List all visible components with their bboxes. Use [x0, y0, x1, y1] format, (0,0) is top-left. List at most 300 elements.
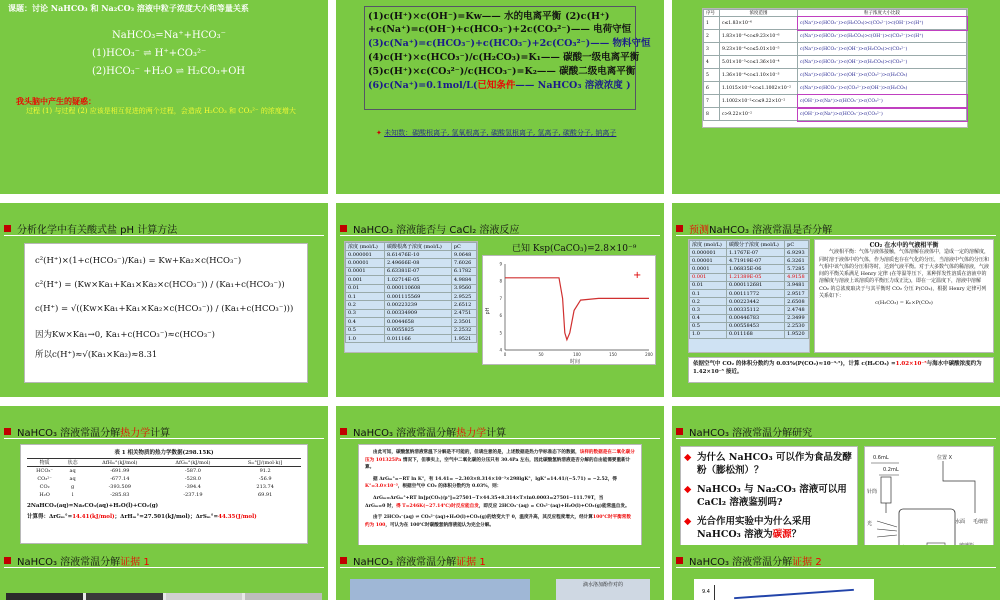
table-cell: 1.1002×10⁻²<c≤9.22×10⁻² [720, 95, 798, 108]
th-dg: ΔfGₘ°(kJ/mol) [175, 459, 211, 466]
header-red: 预测 [689, 224, 709, 236]
table-cell: 0.0001 [690, 265, 727, 273]
header-text: 分析化学中有关酸式盐 pH 计算方法 [17, 224, 178, 236]
equation-line-3: (3)c(Na⁺)=c(HCO₃⁻)+c(HCO₃⁻)+2c(CO₃²⁻)—— 物料守恒 [368, 38, 651, 49]
th-range: 浓度范围 [720, 10, 798, 17]
x-tick-label: 50 [538, 352, 544, 357]
header-square-icon [4, 557, 11, 564]
table-cell: 1.9520 [785, 330, 809, 338]
table-cell: 5.01×10⁻⁵<c≤1.36×10⁻⁴ [720, 56, 798, 69]
table-cell: aq [69, 476, 76, 482]
p2-b: K°=3.0×10⁻³ [365, 484, 398, 490]
question-2 [684, 483, 853, 509]
header-square-icon [676, 225, 683, 232]
eq6-a: (6)c(Na⁺)=0.1mol/L( [368, 80, 478, 91]
table-row [346, 318, 477, 326]
table-row [690, 306, 809, 314]
table-cell: 4.71919E-07 [726, 257, 784, 265]
table-cell: 1.0 [346, 334, 385, 342]
p1-a: 由此可知，碳酸氢钠溶液常温下分解是不可能的，但请注意的是，上述数据是热力学标准态下的数据， [373, 450, 580, 455]
table-cell: -528.0 [184, 476, 201, 482]
table-row [346, 301, 477, 309]
thermo-table-title: 表 1 相关物质的热力学数据(298.15K) [114, 450, 214, 456]
table-cell: 9.0648 [451, 251, 476, 259]
ph-chart-box [482, 255, 656, 365]
table-cell: 7.6026 [451, 259, 476, 267]
syringe-icon [881, 477, 891, 503]
bullet-icon: ✦ [376, 129, 382, 137]
header-text: NaHCO₃ 溶液常温是否分解 [709, 224, 833, 236]
header-divider [676, 438, 996, 439]
slide-header [340, 553, 486, 567]
table-cell: 0.000001 [690, 249, 727, 257]
table-cell: HCO₃⁻ [36, 468, 54, 474]
table-cell: 2 [704, 30, 720, 43]
para-2 [365, 476, 635, 491]
label-light: 光 [867, 521, 873, 527]
result-c: ；ΔrHₘ°=27.501(kJ/mol)；ΔrSₘ°= [114, 514, 219, 520]
photo-1 [6, 593, 83, 600]
table-cell: 0.00334909 [384, 309, 451, 317]
calc-value: 1.02×10⁻⁵ [895, 361, 927, 367]
header-red: 热力学 [456, 427, 487, 439]
formula-3: c(H⁺) = √((Kw×Ka₁+Ka₁×Ka₂×c(HCO₃⁻)) / (Ka₁+c(HCO₃⁻))) [35, 304, 294, 314]
table-cell: 91.2 [259, 468, 271, 474]
slide-2[interactable] [336, 0, 664, 194]
table-cell: 8.61476E-10 [384, 251, 451, 259]
result-a: 计算得：ΔrGₘ°= [27, 514, 73, 520]
label-water-surface: 水面 [955, 519, 966, 525]
result-ds: 44.35(J/mol) [218, 514, 257, 520]
table-cell: c(OH⁻)>c(Na⁺)>c(HCO₃⁻)>c(CO₃²⁻) [798, 108, 967, 121]
thermo-box [20, 444, 308, 544]
table-row [27, 467, 301, 476]
y-tick-label: 4 [499, 347, 502, 353]
red-plus-icon: + [633, 270, 642, 281]
table-cell: 0.00335112 [726, 306, 784, 314]
table-cell: 2.3501 [451, 318, 476, 326]
para-3: ΔrGₘ=ΔrGₘ°+RT ln[p(CO₂)/p°]=27501−T×44.35+8.314×T×ln0.0003=27501−111.79T，当 [373, 495, 604, 501]
photo-strip [6, 593, 322, 600]
header-square-icon [340, 557, 347, 564]
table-cell: 2.6508 [785, 298, 809, 306]
header-divider [340, 438, 660, 439]
table-cell: 4.9884 [451, 276, 476, 284]
table-cell: 1.9521 [451, 334, 476, 342]
table-row [704, 69, 967, 82]
p2-a: 据 ΔrGₘ°=−RT ln K°，有 14.41= −2.303×8.314×10⁻³×298lgK°，lgK°=14.41/(−5.71) = −2.52，得 [373, 476, 618, 482]
ph-chart [483, 256, 657, 366]
q3-b: 碳源 [772, 529, 792, 540]
table-row [704, 108, 967, 121]
h2co3-table [689, 240, 809, 339]
th-dh: ΔfHₘ°(kJ/mol) [102, 459, 138, 466]
header-prefix: NaHCO₃ 溶液常温分解 [689, 556, 793, 568]
p2-c: ，根据空气中 CO₂ 的体积分数约为 0.03%，则： [397, 484, 502, 490]
slide-header [340, 221, 519, 235]
table-row [27, 491, 301, 499]
table-row [346, 326, 477, 334]
result-dg: 14.41(kJ/mol) [72, 514, 115, 520]
slide-header [676, 424, 812, 438]
table-cell: 3.9560 [451, 284, 476, 292]
table-cell: 0.5 [690, 322, 727, 330]
para-4 [365, 503, 635, 511]
table-cell: -393.509 [108, 484, 131, 490]
table-row [704, 82, 967, 95]
co2-title: CO₂ 在水中的气液相平衡 [869, 242, 939, 249]
formula-1: c²(H⁺)×(1+c(HCO₃⁻)/Ka₁) = Kw+Ka₂×c(HCO₃⁻) [35, 256, 242, 266]
table-cell: 6.1782 [451, 267, 476, 275]
unknowns-line [376, 128, 616, 138]
table-cell: 2.4751 [451, 309, 476, 317]
table-cell: 0.0055825 [384, 326, 451, 334]
photo-2 [86, 593, 163, 600]
table-row [690, 265, 809, 273]
th-compare: 粒子浓度大小比较 [798, 10, 967, 17]
table-cell: CO₂ [39, 484, 50, 490]
table-cell: 0.00001 [346, 259, 385, 267]
table-cell: 5 [704, 69, 720, 82]
table-cell: 6 [704, 82, 720, 95]
p4-a: ΔrGₘ=0 时， [365, 503, 397, 509]
formula-2: c²(H⁺) = (Kw×Ka₁+Ka₁×Ka₂×c(HCO₃⁻)) / (Ka₁+c(HCO₃⁻)) [35, 280, 285, 290]
table-cell: 0.001 [346, 276, 385, 284]
header-prefix: NaHCO₃ 溶液常温分解 [17, 556, 121, 568]
table-cell: 0.00223239 [384, 301, 451, 309]
y-tick-label: 6 [499, 313, 502, 319]
table-row [346, 284, 477, 292]
table-cell: 2.9517 [785, 289, 809, 297]
table-header-row [346, 243, 477, 251]
table-cell: 0.011166 [384, 334, 451, 342]
q1-text: 为什么 NaHCO₃ 可以作为食品发酵粉（膨松剂）？ [697, 452, 852, 476]
diamond-icon: ◆ [684, 516, 692, 527]
table-row [690, 298, 809, 306]
equation-1: (1)HCO₃⁻ ⇌ H⁺+CO₃²⁻ [92, 48, 207, 59]
th-state: 状态 [67, 460, 78, 466]
table-cell: 3.9481 [785, 281, 809, 289]
table-cell: -285.83 [110, 492, 130, 498]
table-row [346, 267, 477, 275]
question-1 [684, 451, 853, 477]
table-cell: 0.3 [690, 306, 727, 314]
header-divider [676, 567, 996, 568]
table-cell: 5.7285 [785, 265, 809, 273]
table-cell: 1.36×10⁻⁴<c≤1.10×10⁻³ [720, 69, 798, 82]
photo-dishes [350, 579, 530, 600]
slide-header [676, 221, 832, 235]
table-cell: 0.4 [690, 314, 727, 322]
q3-c: ？ [791, 529, 802, 540]
calc-c: 与海水中碳酸浓度约为 1.42×10⁻⁵ 接近。 [693, 361, 982, 375]
header-divider [4, 567, 324, 568]
question-body: 过程 (1) 与过程 (2) 应该是相互促进的两个过程，会造成 H₂CO₃ 和 CO₃²⁻ 的浓度增大 [26, 107, 296, 115]
table-cell: c(Na⁺)>c(HCO₃⁻)>c(H₂CO₃)>c(CO₃²⁻)>c(OH⁻)>c(H⁺) [798, 17, 967, 30]
photo-experiment [556, 579, 650, 600]
table-cell: 0.01 [690, 281, 727, 289]
table-row [27, 483, 301, 491]
x-tick-label: 200 [645, 352, 653, 357]
formula-5: 所以c(H⁺)≈√(Ka₁×Ka₂)≈8.31 [35, 350, 158, 360]
comparison-table-box [702, 8, 968, 128]
header-divider [676, 235, 996, 236]
th-pc: pC [785, 241, 809, 249]
chart-preview [694, 579, 874, 600]
equation-line-5: (5)c(H⁺)×c(CO₃²⁻)/c(HCO₃⁻)=K₂—— 碳酸二级电离平衡 [368, 66, 636, 77]
table-cell: 0.1 [346, 292, 385, 300]
table-cell: c(Na⁺)>c(HCO₃⁻)>c(OH⁻)>c(H₂CO₃)>c(CO₃²⁻) [798, 56, 967, 69]
label-syringe: 针筒 [867, 489, 878, 495]
header-square-icon [340, 428, 347, 435]
header-text: NaHCO₃ 溶液常温分解研究 [689, 427, 813, 439]
p1-b: 该样的数据是在二氧化碳分压为 101325Pa [365, 450, 635, 463]
capillary-line [943, 461, 975, 513]
table-cell: -394.4 [184, 484, 201, 490]
q3-a: 光合作用实验中为什么采用 NaHCO₃ 溶液为 [697, 516, 812, 540]
table-row [346, 334, 477, 342]
p4-b: 得 T=246K(−27.14℃)时反应能自发 [396, 503, 479, 509]
para-1 [365, 449, 635, 472]
table-cell: 0.00223442 [726, 298, 784, 306]
slide-11[interactable] [336, 545, 664, 600]
table-cell: 213.74 [256, 484, 274, 490]
header-suffix: 计算 [150, 427, 171, 439]
y-tick-label: 7 [499, 295, 502, 301]
table-cell: 0.1 [690, 289, 727, 297]
table-cell: 8 [704, 108, 720, 121]
table-cell: 1.02714E-05 [384, 276, 451, 284]
table-cell: 0.000112681 [726, 281, 784, 289]
table-cell: c(OH⁻)>c(Na⁺)>c(HCO₃⁻)>c(CO₃²⁻) [798, 95, 967, 108]
table-cell: 0.00558453 [726, 322, 784, 330]
table-row [704, 17, 967, 30]
comparison-table [703, 9, 967, 121]
diamond-icon: ◆ [684, 452, 692, 463]
table-cell: 0.001 [690, 273, 727, 281]
table-cell: 9.23×10⁻⁶<c≤5.01×10⁻⁵ [720, 43, 798, 56]
table-cell: 2.49666E-08 [384, 259, 451, 267]
label-position-x: 位置 X [937, 455, 953, 461]
y-tick-label: 5 [499, 330, 502, 336]
co2-equilibrium-box [814, 239, 994, 353]
table-cell: 1.1767E-07 [726, 249, 784, 257]
table-row [27, 475, 301, 483]
table-cell: c(Na⁺)>c(HCO₃⁻)>c(OH⁻)>c(CO₃²⁻)>c(H₂CO₃) [798, 69, 967, 82]
table-cell: -237.19 [183, 492, 203, 498]
slide-header [4, 424, 170, 438]
header-suffix: 计算 [486, 427, 507, 439]
slide-6[interactable] [672, 203, 1000, 397]
table-cell: 0.00446783 [726, 314, 784, 322]
table-cell: -677.14 [110, 476, 130, 482]
eq6-known: 已知条件 [477, 80, 516, 91]
table-cell: l [71, 492, 74, 498]
slide-title: 课题：讨论 NaHCO₃ 和 Na₂CO₃ 溶液中粒子浓度大小和等量关系 [8, 3, 249, 13]
p5-c: ，可认为在 100℃时碳酸氢钠溶液能认为完全分解。 [385, 522, 494, 528]
slide-12[interactable] [672, 545, 1000, 600]
light-arrows-icon [877, 521, 897, 537]
table-cell: 2.2530 [785, 322, 809, 330]
header-square-icon [4, 225, 11, 232]
label-02ml: 0.2mL [883, 467, 899, 473]
slide-10[interactable] [0, 545, 328, 600]
result-line [27, 512, 301, 520]
table-cell: 1.06835E-06 [726, 265, 784, 273]
table-header-row [27, 459, 301, 467]
table-cell: 0.2 [690, 298, 727, 306]
co2-text: 气液相平衡：气体与液体接触，气体溶解在液体中，造成一定的溶解度，同时溶于液体中的气体，作为溶质也存在气化的分压，当溶液中气体的分压和气相中该气体的分压相等时，达到气液平衡。对于大多数气体的稀溶液，气液间的平衡关系满足 Henry 定律 (在等温等压下，某种挥发性溶质在溶液中的溶解度与溶液上该溶质的平衡压力成正比)，即在一定温度下，溶液中溶解 CO₂ 的总浓度取决于与其平衡时 CO₂ 分压 P(CO₂)，根据 Henry 定律可列关系如下： [819, 249, 990, 300]
ph-series-line [505, 278, 649, 340]
data-line [734, 589, 854, 599]
table-cell: 0.0001 [346, 267, 385, 275]
table-row [690, 281, 809, 289]
table-cell: 1.83×10⁻⁶<c≤9.23×10⁻⁶ [720, 30, 798, 43]
label-06ml: 0.6mL [873, 455, 889, 461]
table-row [690, 289, 809, 297]
table-row [346, 251, 477, 259]
header-red: 证据 1 [456, 556, 486, 568]
x-tick-label: 0 [503, 352, 507, 357]
table-cell: H₂O [39, 492, 50, 498]
table-cell: 1.1015×10⁻³<c≤1.1002×10⁻² [720, 82, 798, 95]
slide-4[interactable] [0, 203, 328, 397]
header-square-icon [676, 428, 683, 435]
table-cell: 4.9158 [785, 273, 809, 281]
table-row [690, 330, 809, 338]
calc-box [688, 357, 994, 383]
table-row [346, 292, 477, 300]
table-row [690, 249, 809, 257]
table-header-row [690, 241, 809, 249]
table-cell: 0.000110608 [384, 284, 451, 292]
q2-text: NaHCO₃ 与 Na₂CO₃ 溶液可以用 CaCl₂ 溶液鉴别吗? [697, 484, 847, 508]
th-h2co3: 碳酸分子浓度 (mol/L) [726, 241, 784, 249]
calc-a: 依据空气中 CO₂ 的体积分数约为 0.03%(P(CO₂)≈10⁻³·⁵)，计算 c(H₂CO₃) = [693, 361, 896, 367]
table-row [704, 43, 967, 56]
table-cell: 0.3 [346, 309, 385, 317]
table-cell: 0.00111772 [726, 289, 784, 297]
table-cell: 0.011168 [726, 330, 784, 338]
table-cell: -587.0 [184, 468, 201, 474]
table-cell: 0.01 [346, 284, 385, 292]
header-square-icon [4, 428, 11, 435]
table-cell: 0.2 [346, 301, 385, 309]
table-cell: 2.6512 [451, 301, 476, 309]
table-row [690, 314, 809, 322]
table-cell: 6.9293 [785, 249, 809, 257]
equation-line-4: (4)c(H⁺)×c(HCO₃⁻)/c(H₂CO₃)=K₁—— 碳酸一级电离平衡 [368, 52, 640, 63]
table-row [690, 257, 809, 265]
table-cell: 0.4 [346, 318, 385, 326]
table-row [704, 30, 967, 43]
h2co3-table-box [688, 239, 810, 353]
table-cell: c>9.22×10⁻² [720, 108, 798, 121]
slide-header [4, 221, 177, 235]
table-cell: 4 [704, 56, 720, 69]
eq6-c: —— NaHCO₃ 溶液浓度 ) [515, 80, 631, 91]
p5-b: 100℃时平衡常数约为 100 [365, 515, 631, 528]
header-prefix: NaHCO₃ 溶液常温分解 [353, 427, 457, 439]
table-row [704, 56, 967, 69]
table-cell: 6.3261 [785, 257, 809, 265]
equation-line-6 [368, 77, 631, 91]
header-red: 热力学 [120, 427, 151, 439]
header-square-icon [676, 557, 683, 564]
table-row [690, 322, 809, 330]
para-5 [365, 514, 635, 529]
table-cell: -691.99 [110, 468, 130, 474]
table-cell: 1.21389E-05 [726, 273, 784, 281]
table-row [690, 273, 809, 281]
table-cell: CO₃²⁻ [37, 476, 52, 482]
table-cell: 6.63381E-07 [384, 267, 451, 275]
table-cell: 2.2532 [451, 326, 476, 334]
header-red: 证据 1 [120, 556, 150, 568]
table-cell: 0.00001 [690, 257, 727, 265]
y-tick-label: 9 [499, 261, 502, 267]
table-cell: 1 [704, 17, 720, 30]
unknowns-text: 未知数：碳酸根离子, 氢氧根离子, 碳酸氢根离子, 氢离子, 碳酸分子, 钠离子 [384, 129, 617, 137]
table-cell: 0.001115569 [384, 292, 451, 300]
table-cell: 2.3499 [785, 314, 809, 322]
y-axis-label: pH [485, 307, 491, 315]
table-row [346, 309, 477, 317]
header-prefix: NaHCO₃ 溶液常温分解 [353, 556, 457, 568]
label-capillary: 毛细管 [973, 519, 989, 525]
table-cell: 0.000001 [346, 251, 385, 259]
header-square-icon [340, 225, 347, 232]
thermo-table [27, 458, 301, 499]
table-cell: 7 [704, 95, 720, 108]
diamond-icon: ◆ [684, 484, 692, 495]
slide-3[interactable] [672, 0, 1000, 194]
axis-tick-label: 9.4 [702, 589, 710, 595]
table-cell: 2.4748 [785, 306, 809, 314]
table-cell: -56.9 [258, 476, 272, 482]
table-cell: c(Na⁺)>c(HCO₃⁻)>c(OH⁻)>c(H₂CO₃)>c(CO₃²⁻) [798, 43, 967, 56]
slide-1[interactable] [0, 0, 328, 194]
header-divider [4, 235, 324, 236]
table-cell: g [71, 484, 75, 490]
table-header-row [704, 10, 967, 17]
slide-5[interactable] [336, 203, 664, 397]
table-cell: 3 [704, 43, 720, 56]
table-cell: 0.5 [346, 326, 385, 334]
th-substance: 物质 [39, 460, 50, 466]
table-cell: c(Na⁺)>c(HCO₃⁻)>c(CO₃²⁻)>c(OH⁻)>c(H₂CO₃) [798, 82, 967, 95]
x-tick-label: 150 [609, 352, 617, 357]
table-row [346, 259, 477, 267]
th-conc: 浓度 (mol/L) [690, 241, 727, 249]
th-carbonate: 碳酸根离子浓度 (mol/L) [384, 243, 451, 251]
y-tick-label: 8 [499, 278, 502, 284]
equation-ionization: NaHCO₃=Na⁺+HCO₃⁻ [112, 30, 226, 41]
table-cell: c≤1.83×10⁻⁶ [720, 17, 798, 30]
header-divider [340, 567, 660, 568]
slide-header [4, 553, 150, 567]
equation-line-1 [368, 8, 609, 22]
x-tick-label: 100 [573, 352, 581, 357]
reaction-line: 2NaHCO₃(aq)=Na₂CO₃(aq)+H₂O(l)+CO₂(g) [27, 503, 159, 509]
table-cell: 69.91 [257, 492, 273, 498]
p5-a: 由于 2HCO₃⁻(aq) ⇌ CO₃²⁻(aq)+H₂O(l)+CO₂(g)的焓变大于 0，温度升高，其反应程度增大，经计算 [373, 515, 593, 521]
slide-header [676, 553, 822, 567]
table-cell: aq [69, 468, 76, 474]
eq-water: (1)c(H⁺)×c(OH⁻)=Kw—— 水的电离平衡 [368, 11, 562, 22]
p1-c: 情况下，但事实上，空气中二氧化碳的分压只有 30.4Pa 左右，因此碳酸氢钠溶液是否分解的自由能需要重新计算。 [365, 457, 631, 471]
header-divider [340, 235, 660, 236]
